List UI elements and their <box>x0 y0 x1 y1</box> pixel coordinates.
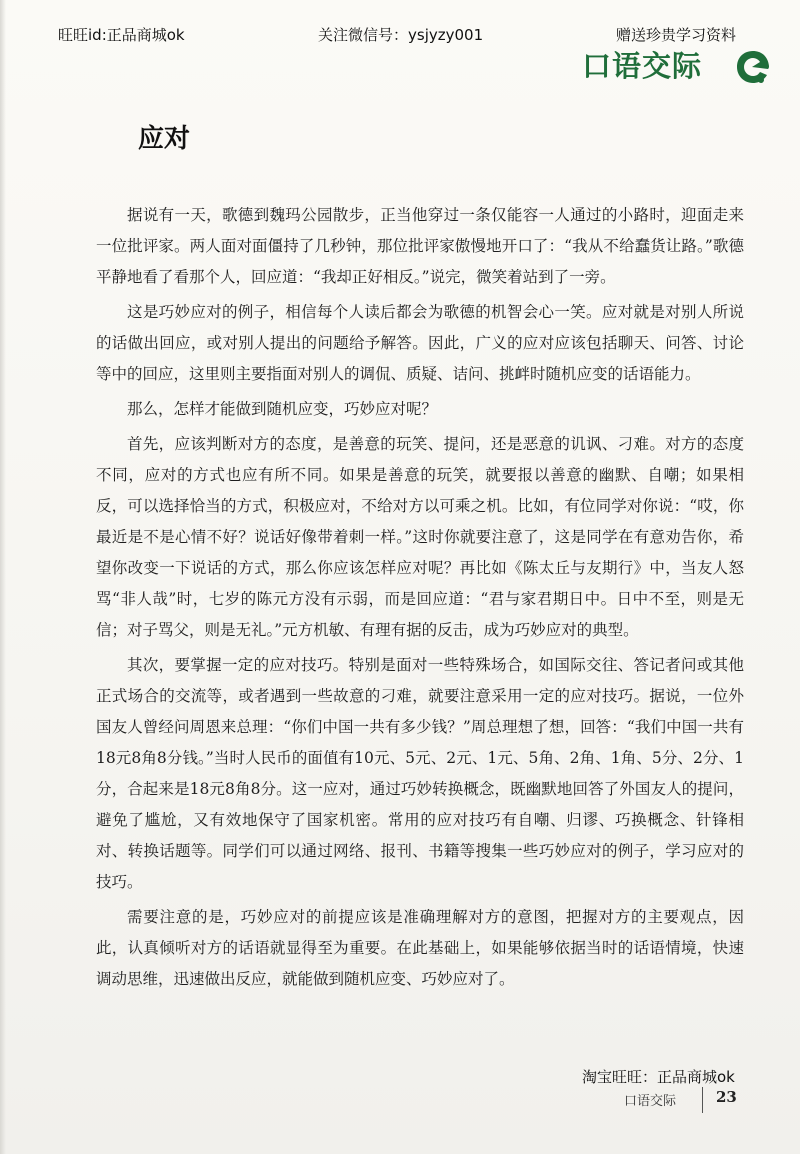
paragraph: 据说有一天，歌德到魏玛公园散步，正当他穿过一条仅能容一人通过的小路时，迎面走来一位批评家。两人面对面僵持了几秒钟，那位批评家傲慢地开口了：“我从不给蠢货让路。”歌德平静地看了看那个人，回应道：“我却正好相反。”说完，微笑着站到了一旁。 <box>96 206 744 286</box>
footer-divider <box>702 1087 703 1113</box>
article-title: 应对 <box>138 124 191 154</box>
speech-bubble-icon <box>734 48 772 86</box>
running-footer-section: 口语交际 <box>624 1094 677 1109</box>
scan-edge-shadow <box>0 0 6 1154</box>
paragraph: 那么，怎样才能做到随机应变，巧妙应对呢？ <box>127 400 438 418</box>
section-title: 口语交际 <box>582 49 703 83</box>
paragraph: 其次，要掌握一定的应对技巧。特别是面对一些特殊场合，如国际交往、答记者问或其他正式场合的交流等，或者遇到一些故意的刁难，就要注意采用一定的应对技巧。据说，一位外国友人曾经问周恩来总理：“你们中国一共有多少钱？”周总理想了想，回答：“我们中国一共有18元8角8分钱。”当时人民币的面值有10元、5元、2元、1元、5角、2角、1角、5分、2分、1分，合起来是18元8角8分。这一应对，通过巧妙转换概念，既幽默地回答了外国友人的提问，避免了尴尬，又有效地保守了国家机密。常用的应对技巧有自嘲、归谬、巧换概念、针锋相对、转换话题等。同学们可以通过网络、报刊、书籍等搜集一些巧妙应对的例子，学习应对的技巧。 <box>96 656 744 891</box>
watermark-top-center: 关注微信号：ysjyzy001 <box>318 26 484 44</box>
paragraph: 首先，应该判断对方的态度，是善意的玩笑、提问，还是恶意的讥讽、刁难。对方的态度不同，应对的方式也应有所不同。如果是善意的玩笑，就要报以善意的幽默、自嘲；如果相反，可以选择恰当的方式，积极应对，不给对方以可乘之机。比如，有位同学对你说：“哎，你最近是不是心情不好？说话好像带着刺一样。”这时你就要注意了，这是同学在有意劝告你，希望你改变一下说话的方式，那么你应该怎样应对呢？再比如《陈太丘与友期行》中，当友人怒骂“非人哉”时，七岁的陈元方没有示弱，而是回应道：“君与家君期日中。日中不至，则是无信；对子骂父，则是无礼。”元方机敏、有理有据的反击，成为巧妙应对的典型。 <box>96 435 744 639</box>
watermark-top-left: 旺旺id:正品商城ok <box>58 26 185 44</box>
paragraph: 需要注意的是，巧妙应对的前提应该是准确理解对方的意图，把握对方的主要观点，因此，认真倾听对方的话语就显得至为重要。在此基础上，如果能够依据当时的话语情境，快速调动思维，迅速做出反应，就能做到随机应变、巧妙应对了。 <box>96 908 744 988</box>
paragraph: 这是巧妙应对的例子，相信每个人读后都会为歌德的机智会心一笑。应对就是对别人所说的话做出回应，或对别人提出的问题给予解答。因此，广义的应对应该包括聊天、问答、讨论等中的回应，这里则主要指面对别人的调侃、质疑、诘问、挑衅时随机应变的话语能力。 <box>96 303 744 383</box>
page-number: 23 <box>716 1088 737 1106</box>
article-body <box>96 200 744 999</box>
watermark-top-right: 赠送珍贵学习资料 <box>616 26 737 44</box>
watermark-bottom: 淘宝旺旺：正品商城ok <box>582 1068 735 1086</box>
